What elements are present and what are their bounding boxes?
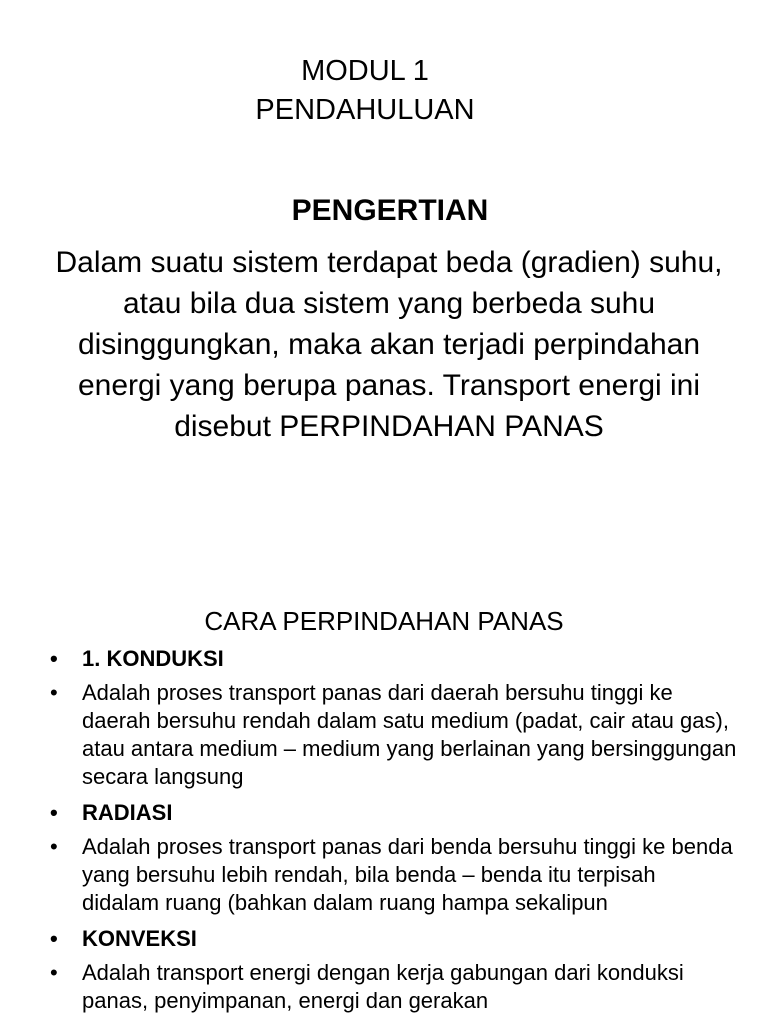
bullet-dot-icon: •	[50, 834, 58, 859]
bullet-text: RADIASI	[82, 800, 173, 825]
slide-cara-perpindahan	[0, 585, 768, 1024]
section-heading-pengertian: PENGERTIAN	[291, 194, 489, 227]
bullet-item-konveksi-desc	[0, 959, 768, 1015]
bullet-item-radiasi-heading	[0, 799, 768, 827]
definition-paragraph: Dalam suatu sistem terdapat beda (gradien) suhu, atau bila dua sistem yang berbeda suhu disinggungkan, maka akan terjadi perpindahan energi yang berupa panas. Transport energi ini disebut PERPINDAHAN PANAS	[55, 246, 723, 443]
bullet-text: Adalah proses transport panas dari benda bersuhu tinggi ke benda yang bersuhu lebih rendah, bila benda – benda itu terpisah didalam ruang (bahkan dalam ruang hampa sekalipun	[82, 834, 733, 915]
bullet-dot-icon: •	[50, 680, 58, 705]
bullet-dot-icon: •	[50, 646, 58, 671]
bullet-dot-icon: •	[50, 926, 58, 951]
bullet-text: Adalah transport energi dengan kerja gabungan dari konduksi panas, penyimpanan, energi dan gerakan	[82, 960, 684, 1013]
bullet-item-radiasi-desc	[0, 833, 768, 917]
bullet-text: Adalah proses transport panas dari daerah bersuhu tinggi ke daerah bersuhu rendah dalam satu medium (padat, cair atau gas), atau antara medium – medium yang berlainan yang bersinggungan secara langsung	[82, 680, 737, 789]
bullet-list	[0, 645, 768, 1021]
bullet-text: 1. KONDUKSI	[82, 646, 224, 671]
module-title: MODUL 1	[301, 55, 429, 87]
bullet-dot-icon: •	[50, 800, 58, 825]
bullet-item-konveksi-heading	[0, 925, 768, 953]
slide-title-cara-perpindahan: CARA PERPINDAHAN PANAS	[204, 606, 564, 636]
bullet-dot-icon: •	[50, 960, 58, 985]
module-subtitle: PENDAHULUAN	[255, 94, 475, 126]
bullet-item-konduksi-desc	[0, 679, 768, 791]
bullet-text: KONVEKSI	[82, 926, 197, 951]
bullet-item-konduksi-heading	[0, 645, 768, 673]
